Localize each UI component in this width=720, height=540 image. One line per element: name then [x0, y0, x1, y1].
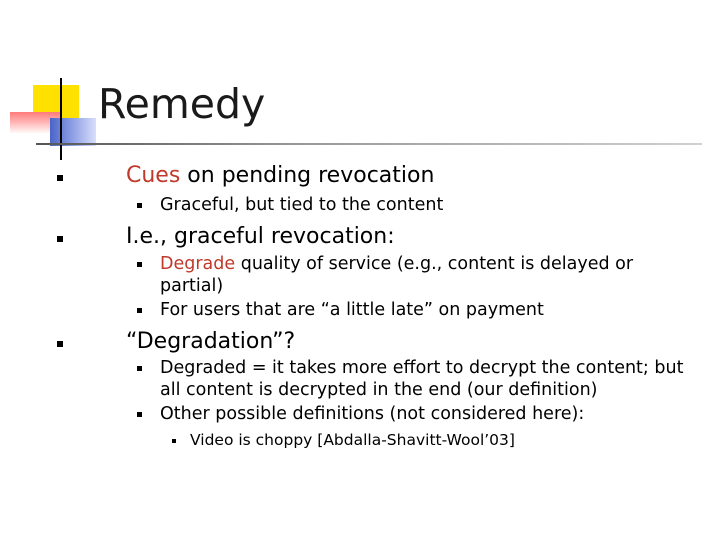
bullet-1: [126, 163, 434, 188]
bullet-square-icon: [137, 262, 142, 267]
decorative-blue-bar: [50, 118, 96, 146]
bullet-2-sub-1-line2: partial): [160, 276, 224, 296]
bullet-square-icon: [57, 175, 63, 181]
bullet-square-icon: [57, 236, 63, 242]
bullet-2-sub-1-text: quality of service (e.g., content is delayed or: [235, 254, 634, 274]
bullet-square-icon: [137, 412, 142, 417]
bullet-3-sub-2: Other possible definitions (not considered here):: [160, 404, 585, 424]
bullet-square-icon: [57, 341, 63, 347]
bullet-3-sub-2-sub-1: Video is choppy [Abdalla-Shavitt-Wool’03]: [190, 431, 515, 449]
bullet-2-sub-1-line1: [160, 253, 633, 275]
bullet-square-icon: [172, 439, 176, 443]
decorative-vertical-line: [60, 78, 62, 160]
bullet-square-icon: [137, 203, 142, 208]
bullet-1-sub-1: Graceful, but tied to the content: [160, 195, 444, 215]
bullet-3-sub-1-line2: all content is decrypted in the end (our definition): [160, 380, 598, 400]
bullet-2-sub-1-highlight: Degrade: [160, 254, 236, 274]
bullet-square-icon: [137, 366, 142, 371]
bullet-3-sub-1-line1: Degraded = it takes more effort to decrypt the content; but: [160, 358, 684, 378]
bullet-3: “Degradation”?: [126, 329, 296, 354]
bullet-square-icon: [137, 308, 142, 313]
bullet-2-sub-2: For users that are “a little late” on payment: [160, 300, 544, 320]
bullet-2: I.e., graceful revocation:: [126, 224, 395, 249]
title-underline: [36, 143, 702, 145]
bullet-1-text: on pending revocation: [180, 163, 435, 188]
slide-title: Remedy: [98, 80, 266, 128]
bullet-1-highlight: Cues: [126, 163, 181, 188]
